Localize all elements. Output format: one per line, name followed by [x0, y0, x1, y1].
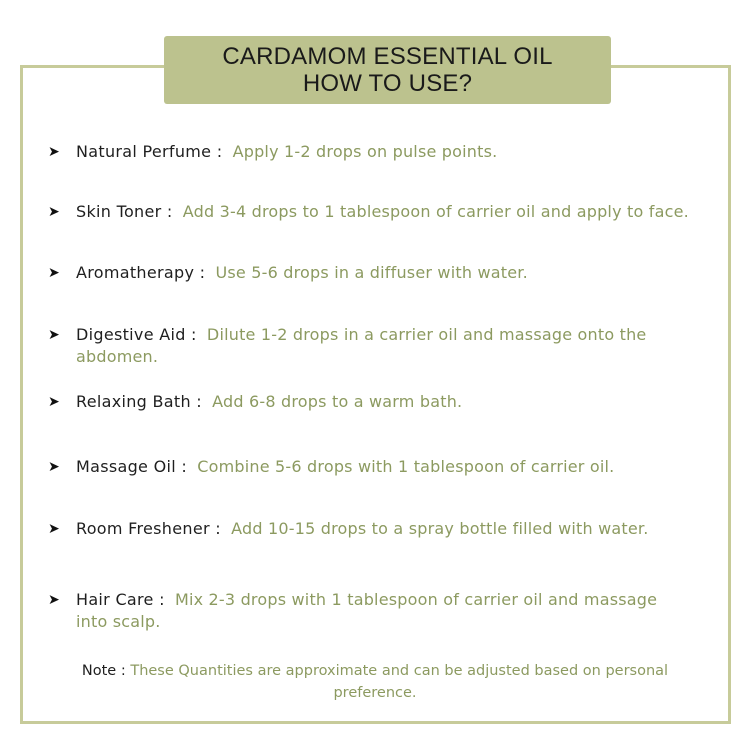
item-label: Natural Perfume : — [76, 142, 223, 161]
arrow-bullet-icon: ➤ — [48, 521, 60, 537]
arrow-bullet-icon: ➤ — [48, 204, 60, 220]
arrow-bullet-icon: ➤ — [48, 592, 60, 608]
item-description: Apply 1-2 drops on pulse points. — [232, 142, 498, 161]
title-line-2: HOW TO USE? — [302, 70, 473, 97]
arrow-bullet-icon: ➤ — [48, 144, 60, 160]
title-line-1: CARDAMOM ESSENTIAL OIL — [222, 43, 553, 70]
item-label: Massage Oil : — [76, 457, 188, 476]
item-label: Room Freshener : — [76, 519, 221, 538]
item-description: Dilute 1-2 drops in a carrier oil and massage onto the abdomen. — [76, 325, 647, 366]
note-label: Note : — [81, 663, 126, 679]
item-label: Skin Toner : — [76, 202, 173, 221]
item-description: Combine 5-6 drops with 1 tablespoon of carrier oil. — [197, 457, 615, 476]
arrow-bullet-icon: ➤ — [48, 265, 60, 281]
item-description: Add 3-4 drops to 1 tablespoon of carrier oil and apply to face. — [182, 202, 689, 221]
item-label: Relaxing Bath : — [76, 392, 202, 411]
arrow-bullet-icon: ➤ — [48, 459, 60, 475]
item-description: Mix 2-3 drops with 1 tablespoon of carrier oil and massage into scalp. — [76, 590, 658, 631]
title-banner — [164, 36, 611, 104]
item-description: Add 10-15 drops to a spray bottle filled with water. — [231, 519, 649, 538]
item-label: Digestive Aid : — [76, 325, 197, 344]
item-label: Aromatherapy : — [76, 263, 206, 282]
note-text — [80, 660, 670, 704]
item-description: Add 6-8 drops to a warm bath. — [212, 392, 463, 411]
arrow-bullet-icon: ➤ — [48, 327, 60, 343]
note-body: These Quantities are approximate and can be adjusted based on personal preference. — [130, 663, 669, 701]
item-label: Hair Care : — [76, 590, 165, 609]
arrow-bullet-icon: ➤ — [48, 394, 60, 410]
item-description: Use 5-6 drops in a diffuser with water. — [215, 263, 528, 282]
